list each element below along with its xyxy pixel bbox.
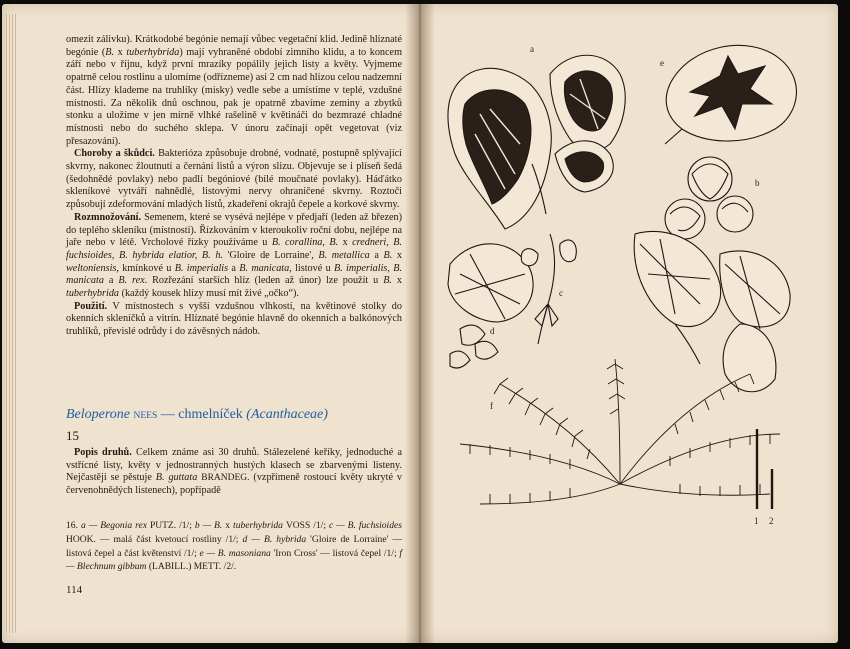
paragraph-species: Popis druhů. Celkem známe asi 30 druhů. Stálezelené keříky, jednoduché a vstřícné listy, květy v jednostranných hustých klasech se zbarvenými listeny. Nejčastěji se pěstuje B. guttata BRANDEG. (vzpřímeně rostoucí květy ukryté v červenohnědých listenech), popřípadě	[66, 447, 403, 497]
label-e: e	[660, 58, 664, 68]
figure-caption: 16. a — Begonia rex PUTZ. /1/; b — B. x tuberhybrida VOSS /1/; c — B. fuchsioides HOOK. — malá část kvetoucí rostliny /1/; d — B. hybrida 'Gloire de Lorraine' — listová čepel a část květenství /1/; e — B. masoniana 'Iron Cross' — listová čepel /1/; f — Blechnum gibbum (LABILL.) METT. /2/.	[66, 520, 403, 572]
label-b: b	[755, 178, 760, 188]
page-number: 114	[66, 584, 83, 596]
botanical-illustration	[420, 4, 838, 643]
paragraph-dormancy: omezit zálivku). Krátkodobé begónie nemají vůbec vegetační klid. Jedině hlíznaté begónie (B. x tuberhybrida) mají vyhraněné období zimního klidu, a to koncem září nebo v říjnu, když první mrazíky popálily jejich listy a květy. Vyjmeme opatrně celou rostlinu a ulomíme (odřízneme) asi 2 cm nad hlízou celou nadzemní část. Hlízy klademe na truhlíky (misky) vedle sebe a umístíme v teplé, vzdušné místnosti. Za několik dnů oschnou, pak je opatrně zbavíme zeminy a zbytků stonku a uložíme v jen mírně vlhké rašelině v květináči do bezmrazé chladné místnosti nebo do suchého sklepa. V únoru začínají opět vegetovat (viz přesazování).	[66, 34, 402, 147]
section-number: 15	[66, 428, 79, 443]
label-a: a	[530, 44, 534, 54]
paragraph-diseases: Choroby a škůdci. Bakterióza způsobuje drobné, vodnaté, postupně splývající skvrny, nakonec žloutnutí a černání listů a výron slizu. Objevuje se i plíseň šedá (šedohnědé povlaky) nebo padlí begóniové (bílé moučnaté povlaky). Háďátko skleníkové vytváří nahnědlé, listovými nervy ohraničené skvrny. Roztoči způsobují zdeformování mladých listů, zkadeření okrajů čepele a korkové skvrny.	[66, 148, 403, 211]
section-heading	[66, 407, 402, 423]
page-edges	[6, 14, 18, 633]
heading-name: — chmelníček	[157, 407, 247, 422]
label-f: f	[490, 401, 493, 411]
begonia-rex-leaf-a	[448, 55, 625, 229]
tuberous-begonia-b	[634, 157, 790, 392]
label-c: c	[559, 288, 563, 298]
heading-genus: Beloperone	[66, 407, 131, 422]
label-scale-2: 2	[769, 516, 774, 526]
body-text	[66, 34, 402, 339]
label-d: d	[490, 326, 495, 336]
paragraph-use: Použití. V místnostech s vyšší vzdušnou vlhkostí, na květinové stolky do okenních skleníčků a vitrín. Hlíznaté begónie hlavně do okenních a balkónových truhlíků, převislé odrůdy i do závěsných nádob.	[66, 300, 402, 338]
heading-author: NEES	[133, 411, 158, 421]
section-text	[66, 447, 402, 498]
heading-family: (Acanthaceae)	[246, 407, 328, 422]
iron-cross-leaf-e	[665, 45, 796, 144]
label-scale-1: 1	[754, 516, 759, 526]
gloire-de-lorraine-d	[448, 244, 533, 368]
paragraph-propagation: Rozmnožování. Semenem, které se vysévá nejlépe v předjaří (leden až březen) do teplého skleníku (místnosti). Řízkováním v kteroukoliv roční dobu, nejlépe na jaře nebo v létě. Vrcholové řízky používáme u B. corallina, B. x credneri, B. fuchsioides, B. hybrida elatior, B. h. 'Gloire de Lorraine', B. metallica a B. x weltoniensis, kmínkové u B. imperialis a B. manicata, listové u B. imperialis, B. manicata a B. rex. Rozřezání starších hlíz (leden až únor) lze použít u B. x tuberhybrida (každý kousek hlízy musí mít živé „očko“).	[66, 211, 403, 300]
